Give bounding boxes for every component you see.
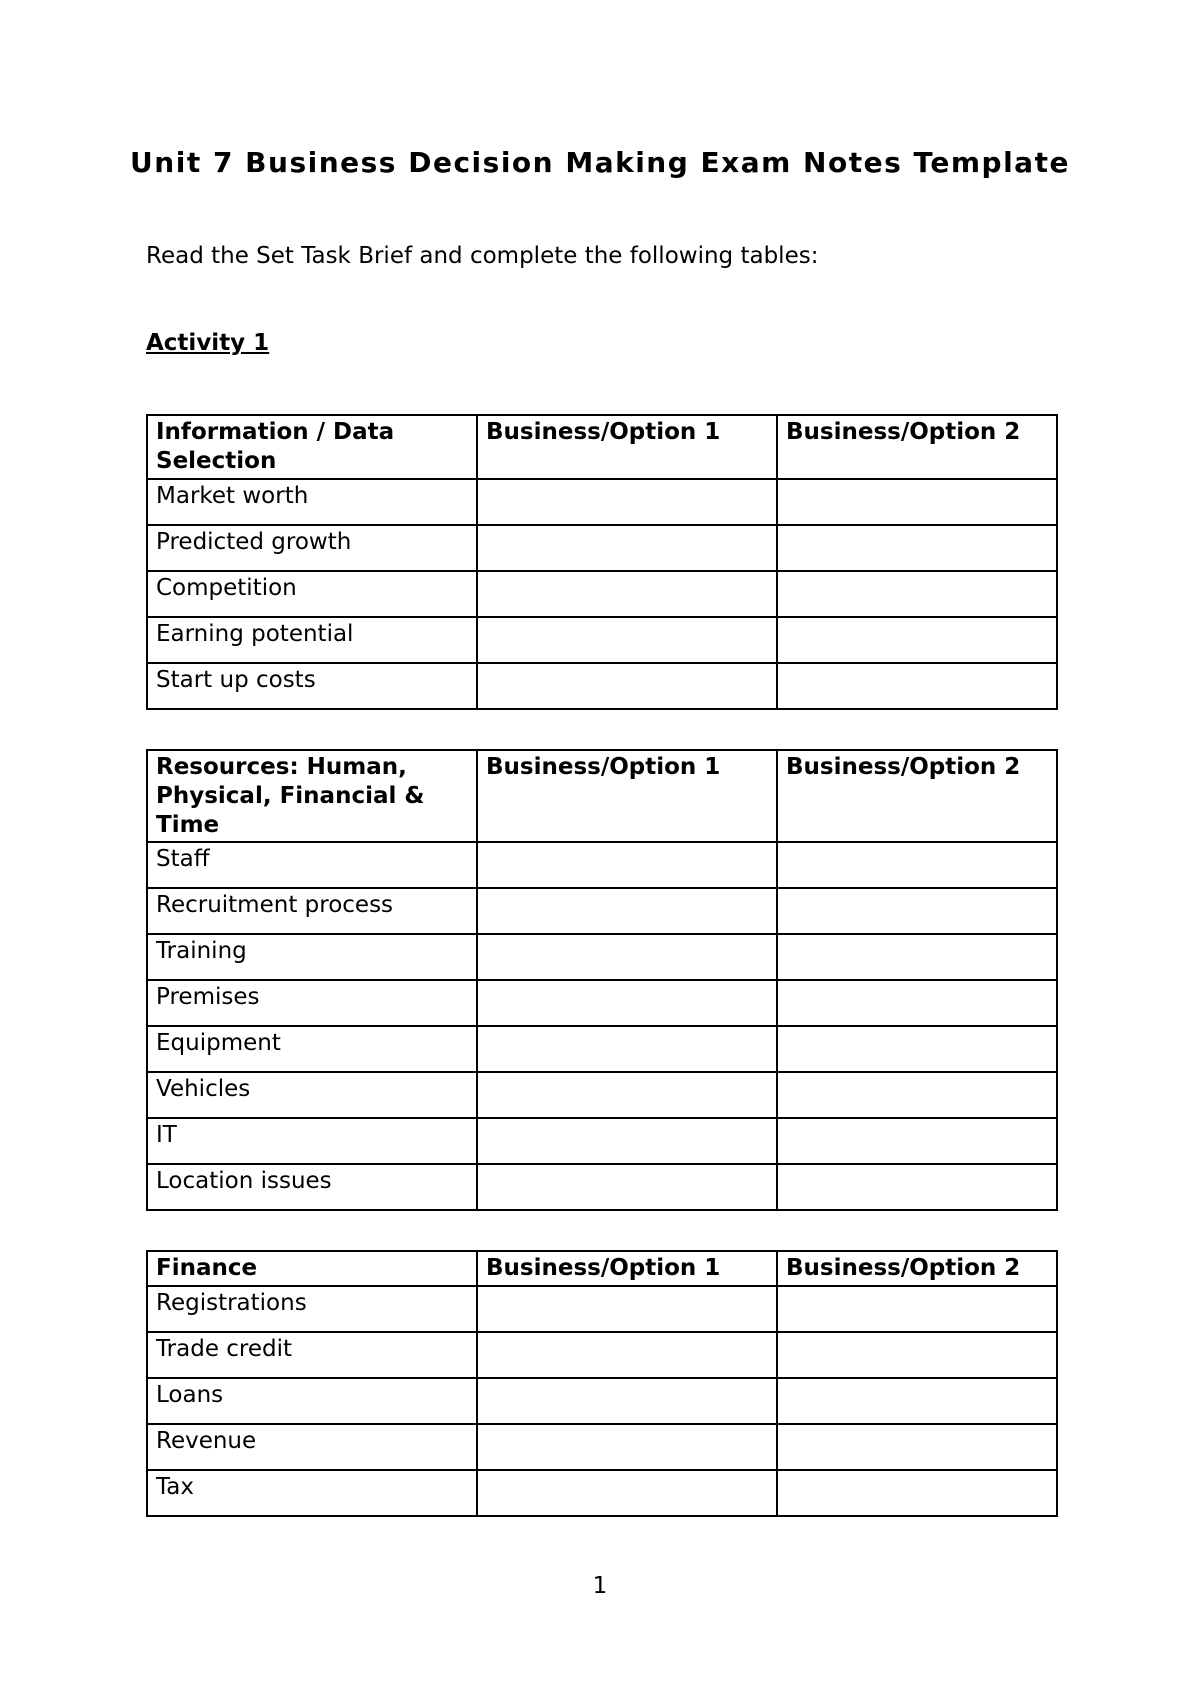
option-1-cell[interactable] (477, 980, 777, 1026)
option-2-cell[interactable] (777, 663, 1057, 709)
table-row (147, 1470, 1057, 1516)
option-2-cell[interactable] (777, 1286, 1057, 1332)
activity-heading: Activity 1 (146, 330, 270, 356)
row-label-it: IT (147, 1118, 477, 1164)
table-row (147, 888, 1057, 934)
row-label-tax: Tax (147, 1470, 477, 1516)
option-1-cell[interactable] (477, 1470, 777, 1516)
option-2-cell[interactable] (777, 842, 1057, 888)
option-1-cell[interactable] (477, 1378, 777, 1424)
option-1-cell[interactable] (477, 934, 777, 980)
resources-table (146, 749, 1058, 1211)
table-header-row (147, 1251, 1057, 1286)
table-row (147, 1332, 1057, 1378)
document-title: Unit 7 Business Decision Making Exam Notes Template (130, 146, 1070, 179)
row-label-predicted-growth: Predicted growth (147, 525, 477, 571)
option-2-cell[interactable] (777, 888, 1057, 934)
table-row (147, 617, 1057, 663)
table-row (147, 1286, 1057, 1332)
row-label-location-issues: Location issues (147, 1164, 477, 1210)
row-label-vehicles: Vehicles (147, 1072, 477, 1118)
column-header-option-2: Business/Option 2 (777, 415, 1057, 479)
option-1-cell[interactable] (477, 1424, 777, 1470)
row-label-trade-credit: Trade credit (147, 1332, 477, 1378)
row-label-equipment: Equipment (147, 1026, 477, 1072)
row-label-premises: Premises (147, 980, 477, 1026)
table-header-row (147, 750, 1057, 842)
page-number: 1 (592, 1573, 608, 1599)
option-1-cell[interactable] (477, 888, 777, 934)
table-row (147, 1378, 1057, 1424)
option-2-cell[interactable] (777, 1332, 1057, 1378)
option-1-cell[interactable] (477, 571, 777, 617)
table-row (147, 663, 1057, 709)
column-header-option-2: Business/Option 2 (777, 750, 1057, 842)
table-row (147, 525, 1057, 571)
table-row (147, 1424, 1057, 1470)
column-header-option-1: Business/Option 1 (477, 1251, 777, 1286)
table-row (147, 479, 1057, 525)
option-2-cell[interactable] (777, 1424, 1057, 1470)
finance-table (146, 1250, 1058, 1517)
option-1-cell[interactable] (477, 842, 777, 888)
column-header-category: Finance (147, 1251, 477, 1286)
option-2-cell[interactable] (777, 1164, 1057, 1210)
option-1-cell[interactable] (477, 1026, 777, 1072)
option-1-cell[interactable] (477, 1164, 777, 1210)
option-2-cell[interactable] (777, 525, 1057, 571)
column-header-category: Resources: Human, Physical, Financial & Time (147, 750, 477, 842)
option-1-cell[interactable] (477, 525, 777, 571)
option-1-cell[interactable] (477, 1118, 777, 1164)
option-2-cell[interactable] (777, 617, 1057, 663)
information-data-selection-table (146, 414, 1058, 710)
option-1-cell[interactable] (477, 479, 777, 525)
table-row (147, 842, 1057, 888)
option-1-cell[interactable] (477, 1332, 777, 1378)
option-1-cell[interactable] (477, 663, 777, 709)
row-label-loans: Loans (147, 1378, 477, 1424)
option-2-cell[interactable] (777, 1072, 1057, 1118)
row-label-registrations: Registrations (147, 1286, 477, 1332)
row-label-earning-potential: Earning potential (147, 617, 477, 663)
column-header-category: Information / Data Selection (147, 415, 477, 479)
table-row (147, 1118, 1057, 1164)
row-label-staff: Staff (147, 842, 477, 888)
row-label-start-up-costs: Start up costs (147, 663, 477, 709)
table-header-row (147, 415, 1057, 479)
option-2-cell[interactable] (777, 1118, 1057, 1164)
table-row (147, 934, 1057, 980)
column-header-option-1: Business/Option 1 (477, 750, 777, 842)
table-row (147, 571, 1057, 617)
table-row (147, 1164, 1057, 1210)
option-2-cell[interactable] (777, 479, 1057, 525)
table-row (147, 980, 1057, 1026)
row-label-training: Training (147, 934, 477, 980)
option-2-cell[interactable] (777, 980, 1057, 1026)
option-1-cell[interactable] (477, 617, 777, 663)
option-2-cell[interactable] (777, 1026, 1057, 1072)
row-label-competition: Competition (147, 571, 477, 617)
option-2-cell[interactable] (777, 1470, 1057, 1516)
intro-text: Read the Set Task Brief and complete the following tables: (146, 243, 819, 269)
table-row (147, 1026, 1057, 1072)
option-2-cell[interactable] (777, 571, 1057, 617)
row-label-recruitment-process: Recruitment process (147, 888, 477, 934)
row-label-market-worth: Market worth (147, 479, 477, 525)
option-1-cell[interactable] (477, 1286, 777, 1332)
option-2-cell[interactable] (777, 1378, 1057, 1424)
column-header-option-1: Business/Option 1 (477, 415, 777, 479)
row-label-revenue: Revenue (147, 1424, 477, 1470)
option-1-cell[interactable] (477, 1072, 777, 1118)
column-header-option-2: Business/Option 2 (777, 1251, 1057, 1286)
option-2-cell[interactable] (777, 934, 1057, 980)
table-row (147, 1072, 1057, 1118)
